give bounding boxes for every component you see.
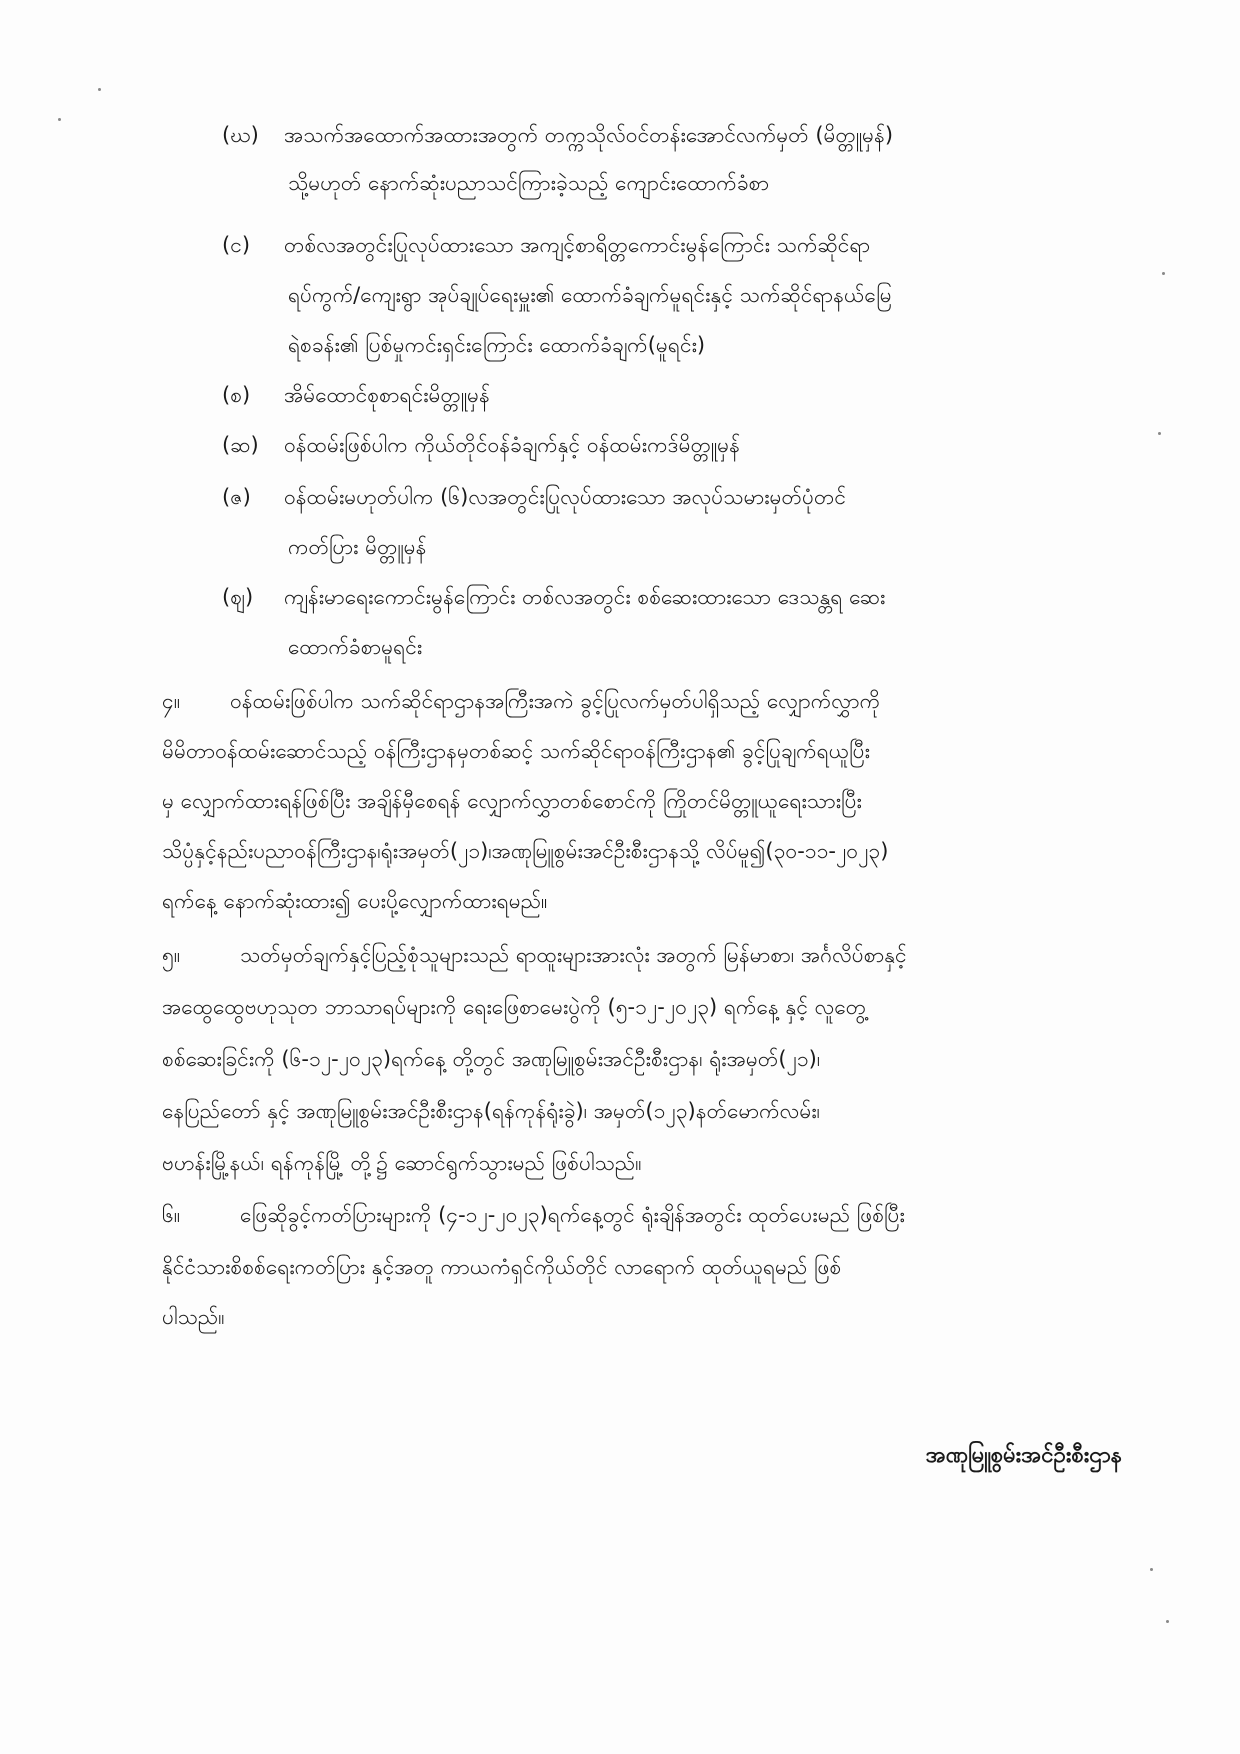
item-text: တစ်လအတွင်းပြုလုပ်ထားသော အကျင့်စာရိတ္တကောင်းမွန်ကြောင်း သက်ဆိုင်ရာ bbox=[284, 233, 871, 257]
scan-speck bbox=[1166, 1620, 1169, 1623]
list-item-continuation bbox=[288, 532, 427, 562]
list-item bbox=[222, 582, 885, 612]
scan-speck bbox=[1162, 272, 1165, 275]
scan-speck bbox=[1158, 432, 1161, 435]
item-marker: (ဃ) bbox=[222, 123, 259, 147]
item-text: ဝန်ထမ်းဖြစ်ပါက ကိုယ်တိုင်ဝန်ခံချက်နှင့် ဝန်ထမ်းကဒ်မိတ္တူမှန် bbox=[284, 433, 740, 457]
list-item-continuation bbox=[288, 330, 705, 360]
item-marker: (င) bbox=[222, 233, 251, 257]
item-text: ရဲစခန်း၏ ပြစ်မှုကင်းရှင်းကြောင်း ထောက်ခံချက်(မူရင်း) bbox=[288, 333, 706, 357]
scan-speck bbox=[98, 88, 101, 91]
item-text: ကျန်းမာရေးကောင်းမွန်ကြောင်း တစ်လအတွင်း စစ်ဆေးထားသော ဒေသန္တရ ဆေး bbox=[284, 585, 886, 609]
paragraph-line bbox=[162, 1252, 841, 1282]
paragraph-text: စစ်ဆေးခြင်းကို (၆-၁၂-၂၀၂၃)ရက်နေ့ တို့တွင် အဏုမြူစွမ်းအင်ဦးစီးဌာန၊ ရုံးအမှတ်(၂၁)၊ bbox=[162, 1047, 821, 1071]
paragraph-text: နိုင်ငံသားစိစစ်ရေးကတ်ပြား နှင့်အတူ ကာယကံရှင်ကိုယ်တိုင် လာရောက် ထုတ်ယူရမည် ဖြစ် bbox=[162, 1255, 842, 1279]
item-marker: (ဈ) bbox=[222, 585, 254, 609]
paragraph-number: ၄။ bbox=[162, 689, 181, 713]
list-item-continuation bbox=[288, 632, 422, 662]
issuing-department-signature: အဏုမြူစွမ်းအင်ဦးစီးဌာန bbox=[925, 1443, 1122, 1468]
paragraph-text: ဝန်ထမ်းဖြစ်ပါက သက်ဆိုင်ရာဌာနအကြီးအကဲ ခွင့်ပြုလက်မှတ်ပါရှိသည့် လျှောက်လွှာကို bbox=[230, 689, 881, 713]
item-text: အိမ်ထောင်စုစာရင်းမိတ္တူမှန် bbox=[284, 383, 490, 407]
scan-speck bbox=[1150, 1568, 1153, 1571]
list-item bbox=[222, 380, 490, 410]
item-marker: (ဆ) bbox=[222, 433, 259, 457]
paragraph-line bbox=[162, 736, 870, 766]
paragraph-line bbox=[162, 686, 880, 716]
paragraph-text: မှ လျှောက်ထားရန်ဖြစ်ပြီး အချိန်မှီစေရန် လျှောက်လွှာတစ်စောင်ကို ကြိုတင်မိတ္တူယူရေးသားပြီး bbox=[162, 789, 862, 813]
list-item bbox=[222, 120, 893, 150]
paragraph-line bbox=[162, 886, 547, 916]
paragraph-line bbox=[162, 1200, 905, 1230]
paragraph-number: ၅။ bbox=[162, 943, 181, 967]
item-text: ဝန်ထမ်းမဟုတ်ပါက (၆)လအတွင်းပြုလုပ်ထားသော အလုပ်သမားမှတ်ပုံတင် bbox=[284, 485, 847, 509]
list-item-continuation bbox=[288, 280, 892, 310]
paragraph-text: ဖြေဆိုခွင့်ကတ်ပြားများကို (၄-၁၂-၂၀၂၃)ရက်နေ့တွင် ရုံးချိန်အတွင်း ထုတ်ပေးမည် ဖြစ်ပြီး bbox=[240, 1203, 905, 1227]
list-item-continuation bbox=[288, 168, 769, 198]
paragraph-line bbox=[162, 992, 866, 1022]
paragraph-line bbox=[162, 1044, 820, 1074]
paragraph-line bbox=[162, 940, 907, 970]
paragraph-text: ရက်နေ့ နောက်ဆုံးထား၍ ပေးပို့လျှောက်ထားရမည်။ bbox=[162, 889, 548, 913]
list-item bbox=[222, 482, 846, 512]
item-text: သို့မဟုတ် နောက်ဆုံးပညာသင်ကြားခဲ့သည့် ကျောင်းထောက်ခံစာ bbox=[288, 171, 770, 195]
paragraph-line bbox=[162, 1148, 642, 1178]
paragraph-text: ပါသည်။ bbox=[162, 1305, 225, 1329]
item-text: အသက်အထောက်အထားအတွက် တက္ကသိုလ်ဝင်တန်းအောင်လက်မှတ် (မိတ္တူမှန်) bbox=[284, 123, 894, 147]
item-text: ရပ်ကွက်/ကျေးရွာ အုပ်ချုပ်ရေးမှူး၏ ထောက်ခံချက်မူရင်းနှင့် သက်ဆိုင်ရာနယ်မြေ bbox=[288, 283, 892, 307]
paragraph-text: နေပြည်တော် နှင့် အဏုမြူစွမ်းအင်ဦးစီးဌာန(ရန်ကုန်ရုံးခွဲ)၊ အမှတ်(၁၂၃)နတ်မောက်လမ်း၊ bbox=[162, 1099, 820, 1123]
item-text: ကတ်ပြား မိတ္တူမှန် bbox=[288, 535, 427, 559]
paragraph-line bbox=[162, 1096, 820, 1126]
item-marker: (စ) bbox=[222, 383, 251, 407]
paragraph-text: သတ်မှတ်ချက်နှင့်ပြည့်စုံသူများသည် ရာထူးများအားလုံး အတွက် မြန်မာစာ၊ အင်္ဂလိပ်စာနှင့် bbox=[240, 943, 907, 967]
paragraph-line bbox=[162, 786, 862, 816]
item-marker: (ဇ) bbox=[222, 485, 251, 509]
paragraph-text: မိမိတာဝန်ထမ်းဆောင်သည့် ဝန်ကြီးဌာနမှတစ်ဆင့် သက်ဆိုင်ရာဝန်ကြီးဌာန၏ ခွင့်ပြုချက်ရယူပြီး bbox=[162, 739, 870, 763]
scan-speck bbox=[58, 118, 61, 121]
paragraph-text: အထွေထွေဗဟုသုတ ဘာသာရပ်များကို ရေးဖြေစာမေးပွဲကို (၅-၁၂-၂၀၂၃) ရက်နေ့ နှင့် လူတွေ့ bbox=[162, 995, 867, 1019]
paragraph-text: ဗဟန်းမြို့နယ်၊ ရန်ကုန်မြို့ တို့၌ ဆောင်ရွက်သွားမည် ဖြစ်ပါသည်။ bbox=[162, 1151, 642, 1175]
paragraph-line bbox=[162, 836, 888, 866]
list-item bbox=[222, 230, 870, 260]
paragraph-text: သိပ္ပံနှင့်နည်းပညာဝန်ကြီးဌာန၊ရုံးအမှတ်(၂၁)၊အဏုမြူစွမ်းအင်ဦးစီးဌာနသို့ လိပ်မူ၍(၃၀-၁၁-၂၀၂၃) bbox=[162, 839, 889, 863]
paragraph-number: ၆။ bbox=[162, 1203, 181, 1227]
list-item bbox=[222, 430, 740, 460]
item-text: ထောက်ခံစာမူရင်း bbox=[288, 635, 423, 659]
paragraph-line bbox=[162, 1302, 225, 1332]
